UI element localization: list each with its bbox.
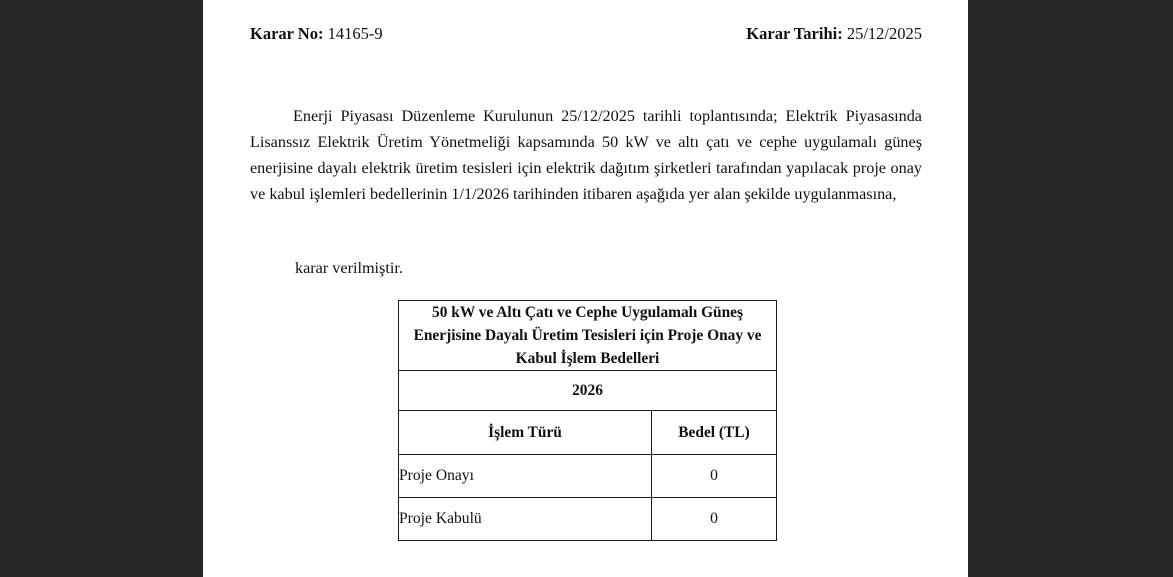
column-header-bedel: Bedel (TL): [652, 411, 777, 455]
fee-table: [398, 300, 777, 541]
decision-number-label: Karar No:: [250, 24, 324, 43]
table-header-row: [399, 411, 777, 455]
table-title-row: [399, 301, 777, 371]
row-value-proje-onayi: 0: [652, 455, 777, 498]
letterbox-left: [0, 0, 203, 577]
document-page: [203, 0, 968, 577]
fee-table-body: [399, 301, 777, 541]
letterbox-right: [968, 0, 1173, 577]
decision-number-value: 14165-9: [327, 24, 383, 43]
decision-date-value: 25/12/2025: [846, 24, 922, 43]
document-header: [250, 24, 922, 44]
table-year-row: [399, 371, 777, 411]
table-row: [399, 498, 777, 541]
fee-table-title: 50 kW ve Altı Çatı ve Cephe Uygulamalı Güneş Enerjisine Dayalı Üretim Tesisleri için Proje Onay ve Kabul İşlem Bedelleri: [399, 301, 777, 371]
decision-date-label: Karar Tarihi:: [746, 24, 843, 43]
decision-body-paragraph: Enerji Piyasası Düzenleme Kurulunun 25/12/2025 tarihli toplantısında; Elektrik Piyasasında Lisanssız Elektrik Üretim Yönetmeliği kapsamında 50 kW ve altı çatı ve cephe uygulamalı güneş enerjisine dayalı elektrik üretim tesisleri için elektrik dağıtım şirketleri tarafından yapılacak proje onay ve kabul işlemleri bedellerinin 1/1/2026 tarihinden itibaren aşağıda yer alan şekilde uygulanmasına,: [250, 107, 922, 203]
decision-number: [250, 24, 383, 44]
row-label-proje-onayi: Proje Onayı: [399, 455, 652, 498]
column-header-islem-turu: İşlem Türü: [399, 411, 652, 455]
decision-date: [746, 24, 922, 44]
fee-table-year: 2026: [399, 371, 777, 411]
row-value-proje-kabulu: 0: [652, 498, 777, 541]
decision-closing-paragraph: karar verilmiştir.: [295, 259, 403, 278]
table-row: [399, 455, 777, 498]
row-label-proje-kabulu: Proje Kabulü: [399, 498, 652, 541]
